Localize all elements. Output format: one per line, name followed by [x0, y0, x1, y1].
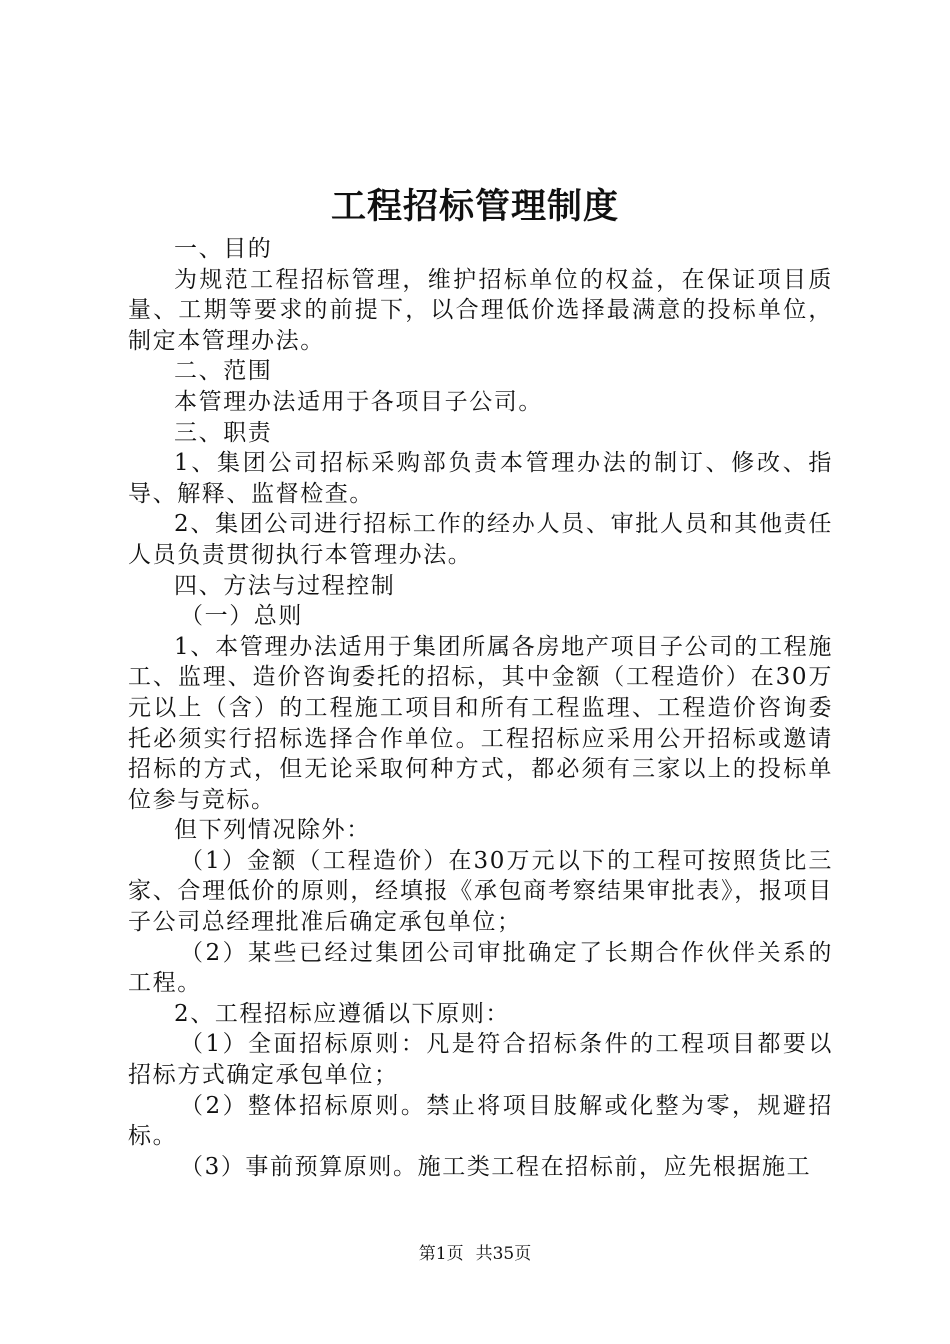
document-body — [128, 234, 833, 1182]
subsection-heading-general: （一）总则 — [180, 603, 303, 630]
page-footer — [0, 1243, 950, 1265]
paragraph-exceptions: 但下列情况除外： — [174, 817, 371, 844]
paragraph-exception-2: （2）某些已经过集团公司审批确定了长期合作伙伴关系的工程。 — [128, 939, 833, 997]
document-title: 工程招标管理制度 — [330, 186, 619, 227]
page-total: 共35页 — [475, 1244, 532, 1264]
section-heading-scope: 二、范围 — [174, 358, 273, 385]
section-heading-duties: 三、职责 — [174, 419, 273, 446]
paragraph-principle-2: （2）整体招标原则。禁止将项目肢解或化整为零，规避招标。 — [128, 1092, 833, 1150]
paragraph-purpose: 为规范工程招标管理，维护招标单位的权益，在保证项目质量、工期等要求的前提下，以合理低价选择最满意的投标单位，制定本管理办法。 — [128, 266, 833, 354]
paragraph-principles: 2、工程招标应遵循以下原则： — [174, 1000, 511, 1027]
paragraph-scope: 本管理办法适用于各项目子公司。 — [174, 388, 543, 415]
page-number: 第1页 — [418, 1244, 464, 1264]
paragraph-duty-2: 2、集团公司进行招标工作的经办人员、审批人员和其他责任人员负责贯彻执行本管理办法。 — [128, 511, 833, 568]
paragraph-exception-1: （1）金额（工程造价）在30万元以下的工程可按照货比三家、合理低价的原则，经填报《承包商考察结果审批表》，报项目子公司总经理批准后确定承包单位； — [128, 847, 833, 936]
paragraph-principle-3: （3）事前预算原则。施工类工程在招标前，应先根据施工 — [180, 1153, 812, 1180]
paragraph-duty-1: 1、集团公司招标采购部负责本管理办法的制订、修改、指导、解释、监督检查。 — [128, 450, 833, 507]
section-heading-purpose: 一、目的 — [174, 236, 273, 262]
section-heading-methods: 四、方法与过程控制 — [174, 572, 396, 599]
paragraph-general-1: 1、本管理办法适用于集团所属各房地产项目子公司的工程施工、监理、造价咨询委托的招标，其中金额（工程造价）在30万元以上（含）的工程施工项目和所有工程监理、工程造价咨询委托必须实行招标选择合作单位。工程招标应采用公开招标或邀请招标的方式，但无论采取何种方式，都必须有三家以上的投标单位参与竞标。 — [128, 633, 833, 813]
paragraph-principle-1: （1）全面招标原则：凡是符合招标条件的工程项目都要以招标方式确定承包单位； — [128, 1031, 833, 1089]
